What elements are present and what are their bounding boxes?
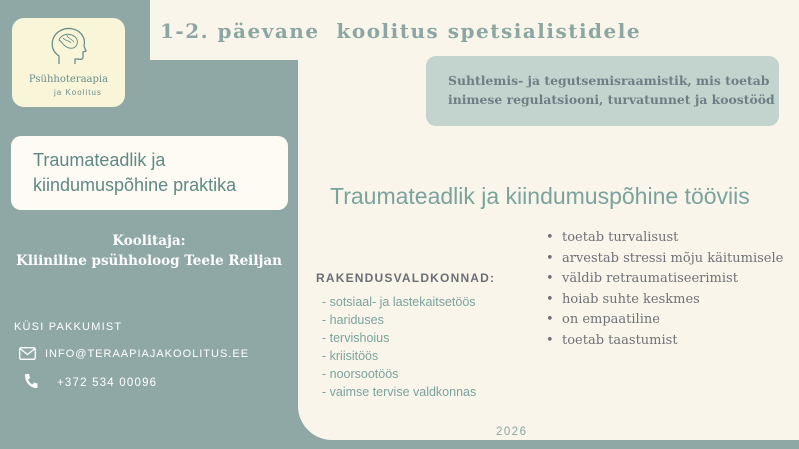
description-callout	[426, 56, 779, 126]
page-title: 1-2. päevane koolitus spetsialistidele	[160, 19, 642, 43]
list-item: • arvestab stressi mõju käitumisele	[546, 249, 783, 270]
logo	[12, 18, 125, 107]
course-title-line-1: Traumateadlik ja	[33, 150, 166, 170]
callout-line-2: inimese regulatsiooni, turvatunnet ja koostööd	[448, 92, 775, 107]
course-title-line-2: kiindumuspõhine praktika	[33, 175, 237, 195]
trainer-label: Koolitaja:	[112, 233, 186, 249]
benefits-list	[546, 228, 783, 351]
ask-offer-label: KÜSI PAKKUMIST	[14, 321, 123, 333]
course-title-box	[11, 136, 288, 210]
list-item: • on empaatiline	[546, 310, 783, 331]
trainer-name: Kliiniline psühholoog Teele Reiljan	[16, 253, 282, 269]
list-item: • hoiab suhte keskmes	[546, 290, 783, 311]
list-item: - sotsiaal- ja lastekaitsetöös	[322, 295, 476, 309]
main-heading: Traumateadlik ja kiindumuspõhine tööviis	[330, 183, 750, 209]
list-item: • toetab turvalisust	[546, 228, 783, 249]
list-item: • väldib retraumatiseerimist	[546, 269, 783, 290]
phone-icon	[24, 373, 38, 389]
list-item: - kriisitöös	[322, 349, 379, 363]
list-item: - hariduses	[322, 313, 384, 327]
application-areas-list	[322, 293, 476, 401]
head-profile-icon	[45, 24, 91, 70]
list-item: • toetab taastumist	[546, 331, 783, 352]
trainer-block	[0, 231, 298, 271]
list-item: - vaimse tervise valdkonnas	[322, 385, 477, 399]
logo-subtitle: ja Koolitus	[54, 88, 102, 97]
envelope-icon	[19, 347, 36, 360]
logo-title: Psühhoteraapia	[28, 74, 109, 85]
list-item: - noorsootöös	[322, 367, 399, 381]
phone-number[interactable]: +372 534 00096	[57, 377, 158, 389]
year-label: 2026	[496, 426, 528, 438]
callout-line-1: Suhtlemis- ja tegutsemisraamistik, mis toetab	[448, 73, 770, 88]
application-areas-heading: RAKENDUSVALDKONNAD:	[316, 271, 496, 285]
email-link[interactable]: INFO@TERAAPIAJAKOOLITUS.EE	[45, 348, 250, 360]
list-item: - tervishoius	[322, 331, 390, 345]
